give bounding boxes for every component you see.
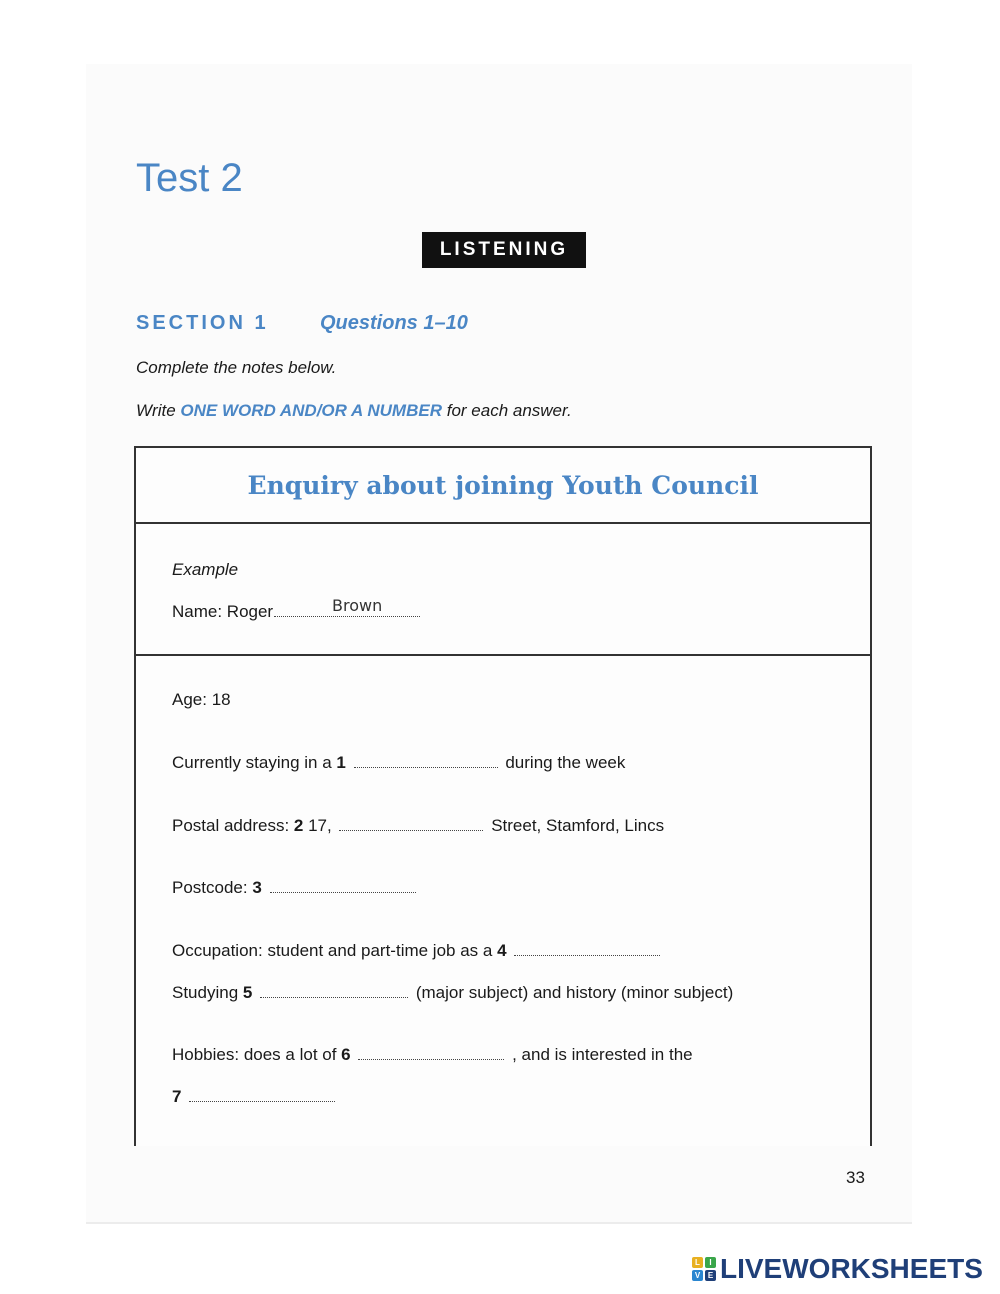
q6-text: Hobbies: does a lot of <box>172 1045 342 1064</box>
word-limit-highlight: ONE WORD AND/OR A NUMBER <box>180 401 442 420</box>
page-number: 33 <box>846 1168 865 1187</box>
question-5-line <box>172 983 733 1003</box>
q7-number: 7 <box>172 1087 182 1106</box>
question-6-line <box>172 1045 693 1065</box>
question-7-line <box>172 1087 338 1107</box>
q4-number: 4 <box>497 941 507 960</box>
q2-text-after: Street, Stamford, Lincs <box>491 816 665 835</box>
answer-blank-5[interactable] <box>260 996 408 998</box>
question-2-line <box>172 816 664 836</box>
instruction-prefix: Write <box>136 401 181 420</box>
q6-number: 6 <box>341 1045 351 1064</box>
q6-text-after: , and is interested in the <box>512 1045 693 1064</box>
example-handwritten-answer: Brown <box>332 596 383 615</box>
liveworksheets-logo-icon <box>692 1257 716 1281</box>
answer-blank-3[interactable] <box>270 891 416 893</box>
example-name-label: Name: Roger <box>172 602 274 621</box>
answer-blank-4[interactable] <box>514 954 660 956</box>
q1-number: 1 <box>336 753 346 772</box>
q3-number: 3 <box>252 878 262 897</box>
test-title: Test 2 <box>136 156 243 200</box>
example-area <box>136 524 870 656</box>
questions-range: Questions 1–10 <box>320 312 468 334</box>
page-edge <box>86 1222 912 1224</box>
answer-blank-6[interactable] <box>358 1058 504 1060</box>
question-1-line <box>172 753 625 773</box>
q2-house-number: 17, <box>303 816 332 835</box>
notes-title: Enquiry about joining Youth Council <box>136 448 870 524</box>
q5-text-after: (major subject) and history (minor subject) <box>415 983 734 1002</box>
q1-text-after: during the week <box>505 753 626 772</box>
logo-letter-i: I <box>705 1257 716 1268</box>
question-4-line <box>172 941 663 961</box>
answer-blank-2[interactable] <box>339 829 483 831</box>
age-line: Age: 18 <box>172 690 231 709</box>
q2-number: 2 <box>293 816 304 835</box>
logo-letter-v: V <box>692 1270 703 1281</box>
example-answer-blank <box>274 615 420 617</box>
answer-blank-1[interactable] <box>354 766 498 768</box>
q5-number: 5 <box>242 983 253 1002</box>
listening-badge: LISTENING <box>422 232 586 268</box>
logo-letter-l: L <box>692 1257 703 1268</box>
notes-box <box>134 446 872 1146</box>
instruction-complete: Complete the notes below. <box>136 358 337 377</box>
q2-text: Postal address: <box>172 816 294 835</box>
liveworksheets-brand[interactable] <box>692 1254 983 1284</box>
example-name-line <box>172 602 423 622</box>
q1-text: Currently staying in a <box>172 753 337 772</box>
q5-text: Studying <box>172 983 243 1002</box>
question-3-line <box>172 878 419 898</box>
instruction-suffix: for each answer. <box>442 401 572 420</box>
brand-name: LIVEWORKSHEETS <box>720 1253 983 1284</box>
instruction-word-limit <box>136 401 572 421</box>
q3-text: Postcode: <box>172 878 253 897</box>
section-label: SECTION 1 <box>136 312 269 334</box>
logo-letter-e: E <box>705 1270 716 1281</box>
example-label: Example <box>172 560 239 579</box>
answer-blank-7[interactable] <box>189 1100 335 1102</box>
q4-text: Occupation: student and part-time job as a <box>172 941 498 960</box>
